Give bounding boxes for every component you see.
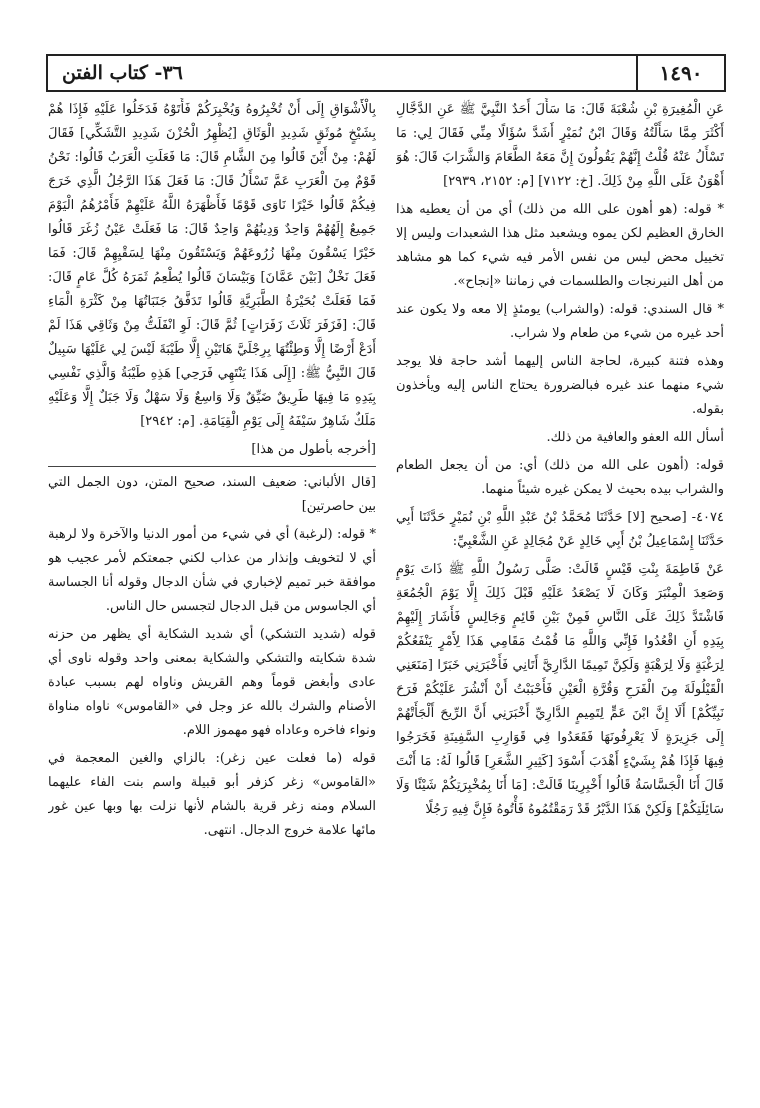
- paragraph: قوله: (أهون على الله من ذلك) أي: من أن يجعل الطعام والشراب بيده بحيث لا يمكن غيره شيئاً منهما.: [396, 458, 724, 497]
- paragraph: [قال الألباني: ضعيف السند، صحيح المتن، دون الجمل التي بين حاصرتين]: [48, 475, 376, 514]
- left-column: [48, 98, 376, 1098]
- paragraph: * قوله: (لرغبة) أي في شيء من أمور الدنيا والآخرة ولا لرهبة أي لا لتخويف وإنذار من عذاب لكني جمعتكم لأمر عجيب هو موافقة خبر تميم لإخباري في شأن الدجال وقوله أنا الجساسة أي الجاسوس من قبل الدجال لتجسس حال الناس.: [48, 527, 376, 614]
- paragraph: * قال السندي: قوله: (والشراب) يومئذٍ إلا معه ولا يكون عند أحد غيره من شيء من طعام ولا شراب.: [396, 302, 724, 341]
- paragraph: قوله (شديد التشكي) أي شديد الشكاية أي يظهر من حزنه شدة شكايته والتشكي والشكاية بمعنى واحد وقوله ناوى أي عادى وأبغض قوماً وهم القريش وناواه لهم بسبب عبادة الأصنام والشرك بالله عز وجل في «القاموس» ناواه مناواة ونواء فاخره وعاداه فهو مهموز اللام.: [48, 627, 376, 738]
- paragraph: بِالْأَشْوَاقِ إِلَى أَنْ تُخْبِرُوهُ وَيُخْبِرَكُمْ فَأَتَوْهُ فَدَخَلُوا عَلَيْهِ فَإِذَا هُمْ بِشَيْخٍ مُوثَقٍ شَدِيدِ الْوَثَاقِ [يُظْهِرُ الْحُزْنَ شَدِيدِ التَّشَكِّي] فَقَالَ لَهُمْ: مِنْ أَيْنَ قَالُوا مِنَ الشَّامِ قَالَ: مَا فَعَلَتِ الْعَرَبُ قَالُوا: نَحْنُ قَوْمٌ مِنَ الْعَرَبِ عَمَّ تَسْأَلُ قَالَ: مَا فَعَلَ هَذَا الرَّجُلُ الَّذِي خَرَجَ فِيكُمْ قَالُوا خَيْرًا نَاوَى قَوْمًا فَأَظْهَرَهُ اللَّهُ عَلَيْهِمْ فَأَمْرُهُمُ الْيَوْمَ جَمِيعٌ إِلَهُهُمْ وَاحِدٌ وَدِينُهُمْ وَاحِدٌ قَالَ: مَا فَعَلَتْ عَيْنُ زُغَرَ قَالُوا خَيْرًا يَسْقُونَ مِنْهَا زُرُوعَهُمْ وَيَسْتَقُونَ مِنْهَا لِسَقْيِهِمْ قَالَ: فَمَا فَعَلَ نَخْلٌ [بَيْنَ عَمَّانَ] وَبَيْسَانَ قَالُوا يُطْعِمُ ثَمَرَهُ كُلَّ عَامٍ قَالَ: فَمَا فَعَلَتْ بُحَيْرَةُ الطَّبَرِيَّةِ قَالُوا تَدَفَّقُ جَنَبَاتُهَا مِنْ كَثْرَةِ الْمَاءِ قَالَ: [فَزَفَرَ ثَلَاثَ زَفَرَاتٍ] ثُمَّ قَالَ: لَوِ انْفَلَتُّ مِنْ وَثَاقِي هَذَا لَمْ أَدَعْ أَرْضًا إِلَّا وَطِئْتُهَا بِرِجْلَيَّ هَاتَيْنِ إِلَّا طَيْبَةَ لَيْسَ لِي عَلَيْهَا سَبِيلٌ قَالَ النَّبِيُّ ﷺ: [إِلَى هَذَا يَنْتَهِي فَرَحِي] هَذِهِ طَيْبَةُ وَالَّذِي نَفْسِي بِيَدِهِ مَا فِيهَا طَرِيقٌ ضَيِّقٌ وَلَا وَاسِعٌ وَلَا سَهْلٌ وَلَا جَبَلٌ إِلَّا وَعَلَيْهِ مَلَكٌ شَاهِرٌ سَيْفَهُ إِلَى يَوْمِ الْقِيَامَةِ. [م: ٢٩٤٢]: [48, 102, 376, 429]
- divider: [48, 466, 376, 467]
- paragraph: أسأل الله العفو والعافية من ذلك.: [546, 430, 724, 445]
- page-header: [46, 54, 726, 92]
- paragraph: وهذه فتنة كبيرة، لحاجة الناس إليهما أشد حاجة فلا يوجد شيء منهما عند غيره فبالضرورة يحتاج الناس إليه ويأخذون بقوله.: [396, 354, 724, 417]
- paragraph: عَنْ فَاطِمَةَ بِنْتِ قَيْسٍ قَالَتْ: صَلَّى رَسُولُ اللَّهِ ﷺ ذَاتَ يَوْمٍ وَصَعِدَ الْمِنْبَرَ وَكَانَ لَا يَصْعَدُ عَلَيْهِ قَبْلَ ذَلِكَ إِلَّا يَوْمَ الْجُمُعَةِ فَاشْتَدَّ ذَلِكَ عَلَى النَّاسِ فَمِنْ بَيْنِ قَائِمٍ وَجَالِسٍ فَأَشَارَ إِلَيْهِمْ بِيَدِهِ أَنِ اقْعُدُوا فَإِنِّي وَاللَّهِ مَا قُمْتُ مَقَامِي هَذَا لِأَمْرٍ يَنْفَعُكُمْ لِرَغْبَةٍ وَلَا لِرَهْبَةٍ وَلَكِنَّ تَمِيمًا الدَّارِيَّ أَتَانِي فَأَخْبَرَنِي خَبَرًا [مَنَعَنِي الْقَيْلُولَةَ مِنَ الْفَرَحِ وَقُرَّةِ الْعَيْنِ فَأَحْبَبْتُ أَنْ أَنْشُرَ عَلَيْكُمْ فَرَحَ نَبِيِّكُمْ] أَلَا إِنَّ ابْنَ عَمٍّ لِتَمِيمٍ الدَّارِيِّ أَخْبَرَنِي أَنَّ الرِّيحَ أَلْجَأَتْهُمْ إِلَى جَزِيرَةٍ لَا يَعْرِفُونَهَا فَقَعَدُوا فِي قَوَارِبِ السَّفِينَةِ فَخَرَجُوا فِيهَا فَإِذَا هُمْ بِشَيْءٍ أَهْدَبَ أَسْوَدَ [كَثِيرِ الشَّعَرِ] قَالُوا لَهُ: مَا أَنْتَ قَالَ أَنَا الْجَسَّاسَةُ قَالُوا أَخْبِرِينَا قَالَتْ: [مَا أَنَا بِمُخْبِرَتِكُمْ شَيْئًا وَلَا سَائِلَتِكُمْ] وَلَكِنْ هَذَا الدَّيْرُ قَدْ رَمَقْتُمُوهُ فَأْتُوهُ فَإِنَّ فِيهِ رَجُلًا: [396, 562, 724, 817]
- hadith-heading: ٤٠٧٤- [صحيح [لا] حَدَّثَنَا مُحَمَّدُ بْنُ عَبْدِ اللَّهِ بْنِ نُمَيْرٍ حَدَّثَنَا أَبِي حَدَّثَنَا إِسْمَاعِيلُ بْنُ أَبِي خَالِدٍ عَنْ مُجَالِدٍ عَنِ الشَّعْبِيِّ:: [396, 510, 724, 549]
- paragraph: * قوله: (هو أهون على الله من ذلك) أي من أن يعطيه هذا الخارق العظيم لكن يموه ويشعبد مثل هذا الشعبدات وليس إلا تخييل محض ليس من نفس الأمر فيه شيء كما هو مشاهد من أهل النيرنجات والطلسمات في زماننا «إنجاح».: [396, 202, 724, 289]
- right-column: [396, 98, 724, 1098]
- chapter-title: ٣٦- كتاب الفتن: [62, 62, 183, 84]
- page-number: ١٤٩٠: [636, 56, 724, 90]
- paragraph: [أخرجه بأطول من هذا]: [251, 442, 376, 457]
- paragraph: عَنِ الْمُغِيرَةِ بْنِ شُعْبَةَ قَالَ: مَا سَأَلَ أَحَدٌ النَّبِيَّ ﷺ عَنِ الدَّجَّالِ أَكْثَرَ مِمَّا سَأَلْتُهُ وَقَالَ ابْنُ نُمَيْرٍ أَشَدَّ سُؤَالًا مِنِّي فَقَالَ لِي: مَا تَسْأَلُ عَنْهُ قُلْتُ إِنَّهُمْ يَقُولُونَ إِنَّ مَعَهُ الطَّعَامَ وَالشَّرَابَ قَالَ: هُوَ أَهْوَنُ عَلَى اللَّهِ مِنْ ذَلِكَ. [خ: ٧١٢٢] [م: ٢١٥٢، ٢٩٣٩]: [396, 102, 724, 189]
- paragraph: قوله (ما فعلت عين زغر): بالزاي والغين المعجمة في «القاموس» زغر كزفر أبو قبيلة واسم بنت الفاء عليهما السلام ومنه زغر قرية بالشام لأنها نزلت بها وبها عين غور مائها علامة خروج الدجال. انتهى.: [48, 751, 376, 838]
